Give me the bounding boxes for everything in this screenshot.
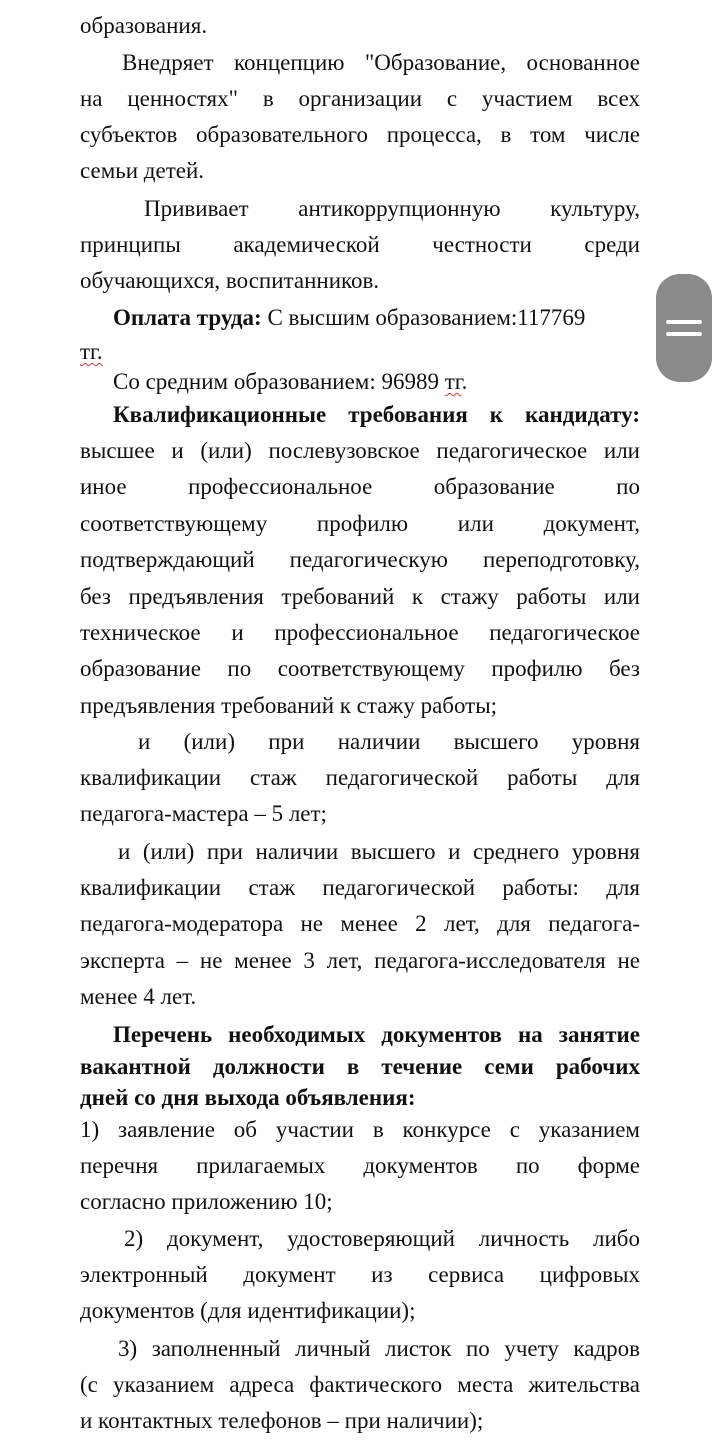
- spell-flag: тг.: [80, 339, 103, 364]
- text-run: С высшим образованием:117769: [261, 305, 586, 330]
- text-line: педагога-модератора не менее 2 лет, для педагога-: [80, 911, 640, 936]
- drag-handle-icon: [666, 332, 702, 336]
- text-line: 2) документ, удостоверяющий личность либо: [124, 1226, 640, 1251]
- text-line: дней со дня выхода объявления:: [80, 1085, 416, 1110]
- text-line: и контактных телефонов – при наличии);: [80, 1408, 484, 1433]
- text-run: Со средним образованием: 96989: [113, 369, 445, 394]
- text-line: квалификации стаж педагогической работы: для: [80, 875, 640, 900]
- text-line: семьи детей.: [80, 158, 205, 183]
- text-line: соответствующему профилю или документ,: [80, 511, 640, 536]
- text-line: без предъявления требований к стажу работы или: [80, 584, 640, 609]
- text-line: 3) заполненный личный листок по учету кадров: [118, 1336, 640, 1361]
- text-line: [80, 366, 640, 398]
- text-line: и (или) при наличии высшего и среднего уровня: [118, 839, 640, 864]
- text-line: 1) заявление об участии в конкурсе с указанием: [80, 1117, 640, 1142]
- text-line: иное профессиональное образование по: [80, 474, 640, 499]
- text-line: принципы академической честности среди: [80, 232, 640, 257]
- text-line: обучающихся, воспитанников.: [80, 268, 380, 293]
- text-line: техническое и профессиональное педагогическое: [80, 620, 640, 645]
- text-line: подтверждающий педагогическую переподготовку,: [80, 547, 640, 572]
- text-line: предъявления требований к стажу работы;: [80, 693, 498, 718]
- text-run: Оплата труда:: [113, 305, 262, 330]
- text-line: менее 4 лет.: [80, 984, 197, 1009]
- text-line: субъектов образовательного процесса, в том числе: [80, 122, 640, 147]
- text-line: согласно приложению 10;: [80, 1189, 333, 1214]
- text-line: Квалификационные требования к кандидату:: [113, 402, 640, 427]
- text-line: образования.: [80, 13, 208, 38]
- scroll-handle[interactable]: [656, 274, 712, 382]
- text-line: электронный документ из сервиса цифровых: [80, 1262, 640, 1287]
- text-line: эксперта – не менее 3 лет, педагога-исследователя не: [80, 948, 640, 973]
- text-line: Прививает антикоррупционную культуру,: [144, 196, 640, 221]
- text-line: [80, 302, 640, 334]
- text-line: педагога-мастера – 5 лет;: [80, 801, 327, 826]
- text-line: перечня прилагаемых документов по форме: [80, 1153, 640, 1178]
- text-line: вакантной должности в течение семи рабочих: [80, 1054, 640, 1079]
- text-line: [80, 336, 640, 368]
- text-line: (с указанием адреса фактического места жительства: [80, 1372, 640, 1397]
- text-line: документов (для идентификации);: [80, 1298, 416, 1323]
- text-line: на ценностях" в организации с участием всех: [80, 86, 640, 111]
- text-line: квалификации стаж педагогической работы для: [80, 765, 640, 790]
- text-line: образование по соответствующему профилю без: [80, 656, 640, 681]
- text-run: тг: [444, 369, 462, 394]
- text-run: .: [461, 369, 468, 394]
- text-line: высшее и (или) послевузовское педагогическое или: [80, 438, 640, 463]
- text-line: Перечень необходимых документов на занятие: [113, 1022, 640, 1047]
- text-line: и (или) при наличии высшего уровня: [138, 729, 640, 754]
- drag-handle-icon: [666, 320, 702, 324]
- text-line: Внедряет концепцию "Образование, основанное: [122, 50, 640, 75]
